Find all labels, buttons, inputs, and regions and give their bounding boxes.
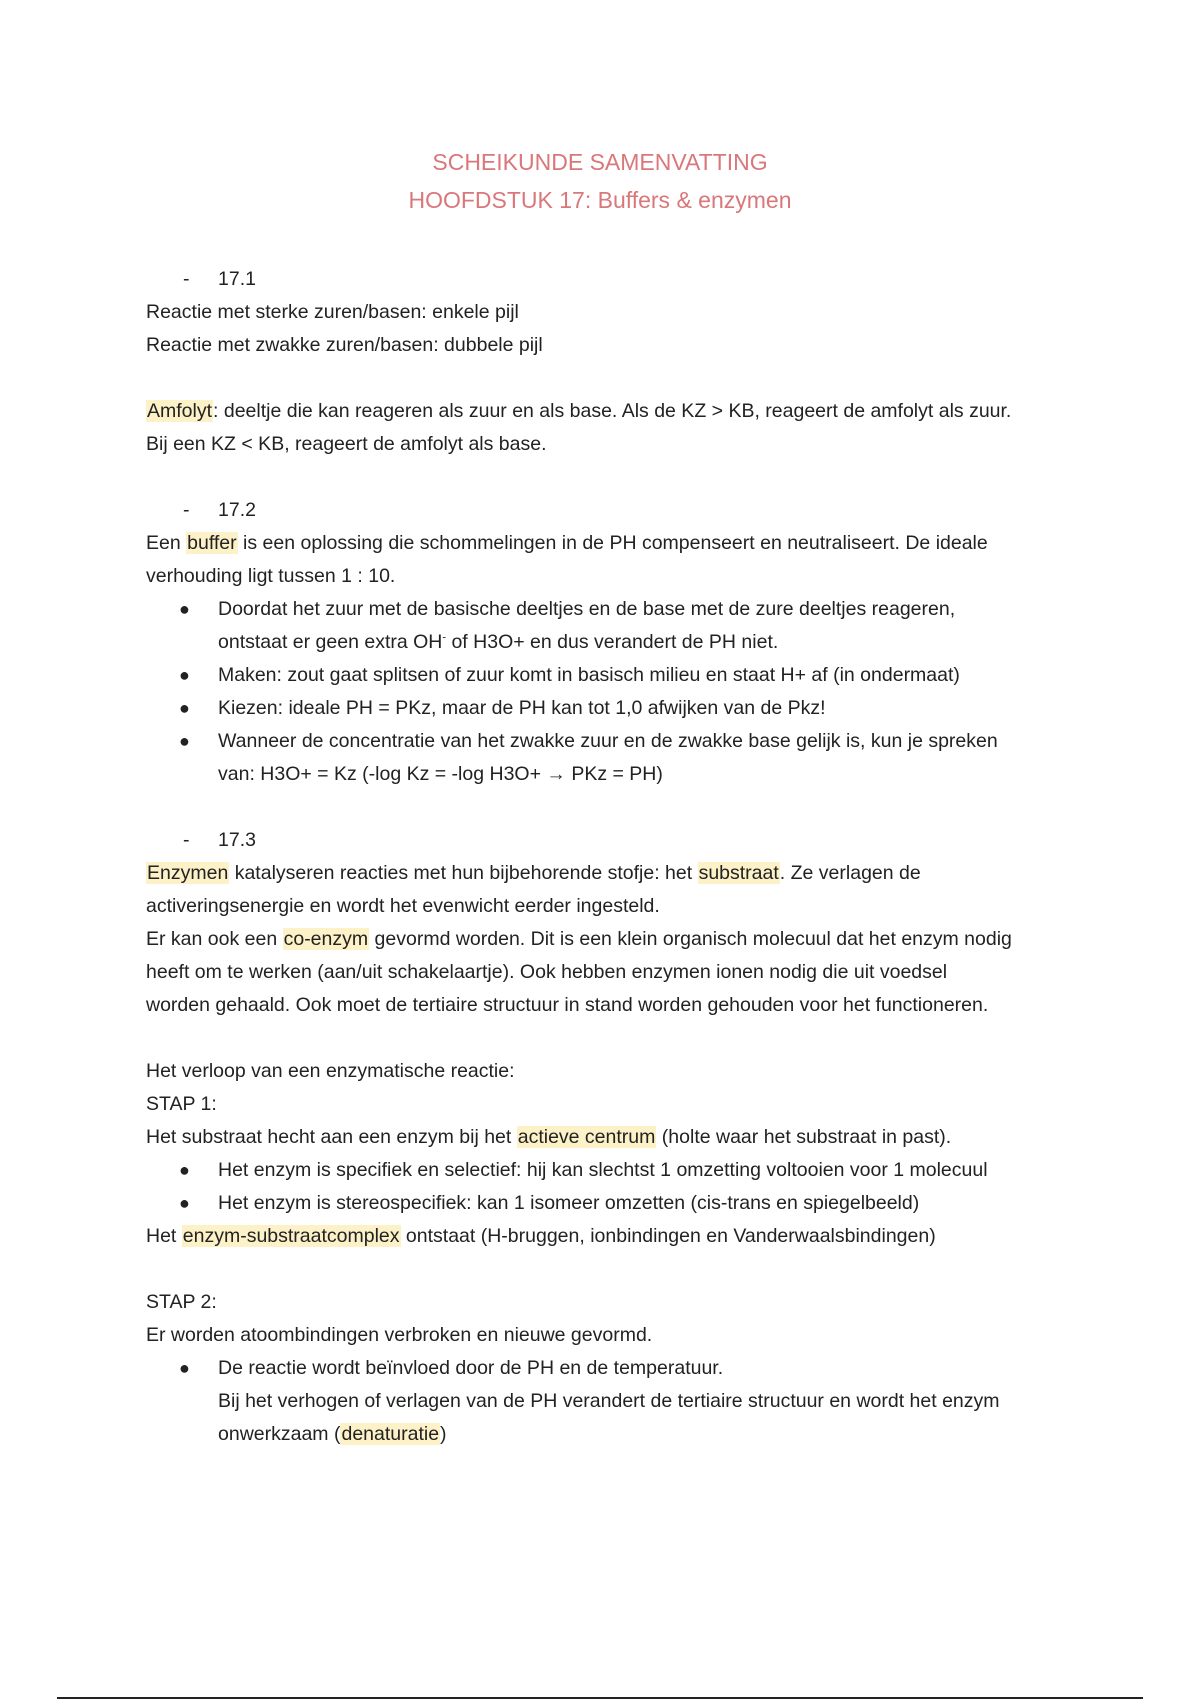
highlight-actieve-centrum: actieve centrum xyxy=(517,1126,656,1148)
paragraph-co-enzym: Er kan ook een co-enzym gevormd worden. Dit is een klein organisch molecuul dat het enzym nodig xyxy=(146,928,1012,950)
bullet-icon: ● xyxy=(179,731,190,751)
highlight-substraat: substraat xyxy=(698,862,779,884)
title-block xyxy=(0,147,1200,215)
paragraph-co-enzym-cont: heeft om te werken (aan/uit schakelaartje). Ook hebben enzymen ionen nodig die uit voedsel xyxy=(146,961,948,983)
paragraph-step-2: Er worden atoombindingen verbroken en nieuwe gevormd. xyxy=(146,1324,653,1346)
step-1-heading: STAP 1: xyxy=(146,1093,217,1115)
bullet-icon: ● xyxy=(179,1193,190,1213)
footer-divider xyxy=(57,1697,1143,1699)
paragraph-amfolyt: Amfolyt: deeltje die kan reageren als zuur en als base. Als de KZ > KB, reageert de amfolyt als zuur. xyxy=(147,400,1012,422)
bullet-icon: ● xyxy=(179,1358,190,1378)
list-item: ● Wanneer de concentratie van het zwakke zuur en de zwakke base gelijk is, kun je spreken van: H3O+ = Kz (-log Kz = -log H3O+ → PKz = PH) xyxy=(146,725,1066,791)
list-item: ● Het enzym is specifiek en selectief: hij kan slechtst 1 omzetting voltooien voor 1 molecuul xyxy=(146,1154,1066,1187)
bullet-icon: ● xyxy=(179,1160,190,1180)
paragraph-complex: Het enzym-substraatcomplex ontstaat (H-bruggen, ionbindingen en Vanderwaalsbindingen) xyxy=(146,1225,936,1247)
bullet-icon: ● xyxy=(179,665,190,685)
buffer-bullet-list xyxy=(146,593,1066,791)
paragraph-co-enzym-cont2: worden gehaald. Ook moet de tertiaire structuur in stand worden gehouden voor het functioneren. xyxy=(146,994,989,1016)
list-item: ● Het enzym is stereospecifiek: kan 1 isomeer omzetten (cis-trans en spiegelbeeld) xyxy=(146,1187,1066,1220)
paragraph-buffer: Een buffer is een oplossing die schommelingen in de PH compenseert en neutraliseert. De ideale xyxy=(146,532,988,554)
section-heading-17-1: - 17.1 xyxy=(183,268,256,290)
list-item: ● Doordat het zuur met de basische deeltjes en de base met de zure deeltjes reageren, ontstaat er geen extra OH- of H3O+ en dus verandert de PH niet. xyxy=(146,593,1066,659)
list-item: ● Maken: zout gaat splitsen of zuur komt in basisch milieu en staat H+ af (in ondermaat) xyxy=(146,659,1066,692)
highlight-co-enzym: co-enzym xyxy=(283,928,369,950)
step-2-heading: STAP 2: xyxy=(146,1291,217,1313)
paragraph-enzymen-cont: activeringsenergie en wordt het evenwicht eerder ingesteld. xyxy=(146,895,660,917)
paragraph-amfolyt-cont: Bij een KZ < KB, reageert de amfolyt als base. xyxy=(146,433,547,455)
section-heading-17-3: - 17.3 xyxy=(183,829,256,851)
paragraph-buffer-cont: verhouding ligt tussen 1 : 10. xyxy=(146,565,396,587)
step-2-bullet-list xyxy=(146,1352,1066,1451)
highlight-amfolyt: Amfolyt xyxy=(147,400,213,422)
highlight-enzym-substraatcomplex: enzym-substraatcomplex xyxy=(182,1225,400,1247)
paragraph-step-1: Het substraat hecht aan een enzym bij het actieve centrum (holte waar het substraat in past). xyxy=(146,1126,952,1148)
paragraph-enzymen: Enzymen katalyseren reacties met hun bijbehorende stofje: het substraat. Ze verlagen de xyxy=(147,862,921,884)
paragraph-weak-acids: Reactie met zwakke zuren/basen: dubbele pijl xyxy=(146,334,543,356)
highlight-enzymen: Enzymen xyxy=(147,862,229,884)
paragraph-verloop: Het verloop van een enzymatische reactie: xyxy=(146,1060,515,1082)
document-body xyxy=(146,263,1066,1451)
list-item: ● De reactie wordt beïnvloed door de PH en de temperatuur. Bij het verhogen of verlagen van de PH verandert de tertiaire structuur en wordt het enzym onwerkzaam (denaturatie) xyxy=(146,1352,1066,1451)
paragraph-strong-acids: Reactie met sterke zuren/basen: enkele pijl xyxy=(146,301,519,323)
list-item: ● Kiezen: ideale PH = PKz, maar de PH kan tot 1,0 afwijken van de Pkz! xyxy=(146,692,1066,725)
section-heading-17-2: - 17.2 xyxy=(183,499,256,521)
highlight-denaturatie: denaturatie xyxy=(341,1423,440,1445)
bullet-icon: ● xyxy=(179,698,190,718)
bullet-icon: ● xyxy=(179,599,190,619)
document-title: SCHEIKUNDE SAMENVATTING xyxy=(432,149,768,175)
chapter-subtitle: HOOFDSTUK 17: Buffers & enzymen xyxy=(408,187,792,213)
highlight-buffer: buffer xyxy=(187,532,237,554)
step-1-bullet-list xyxy=(146,1154,1066,1220)
